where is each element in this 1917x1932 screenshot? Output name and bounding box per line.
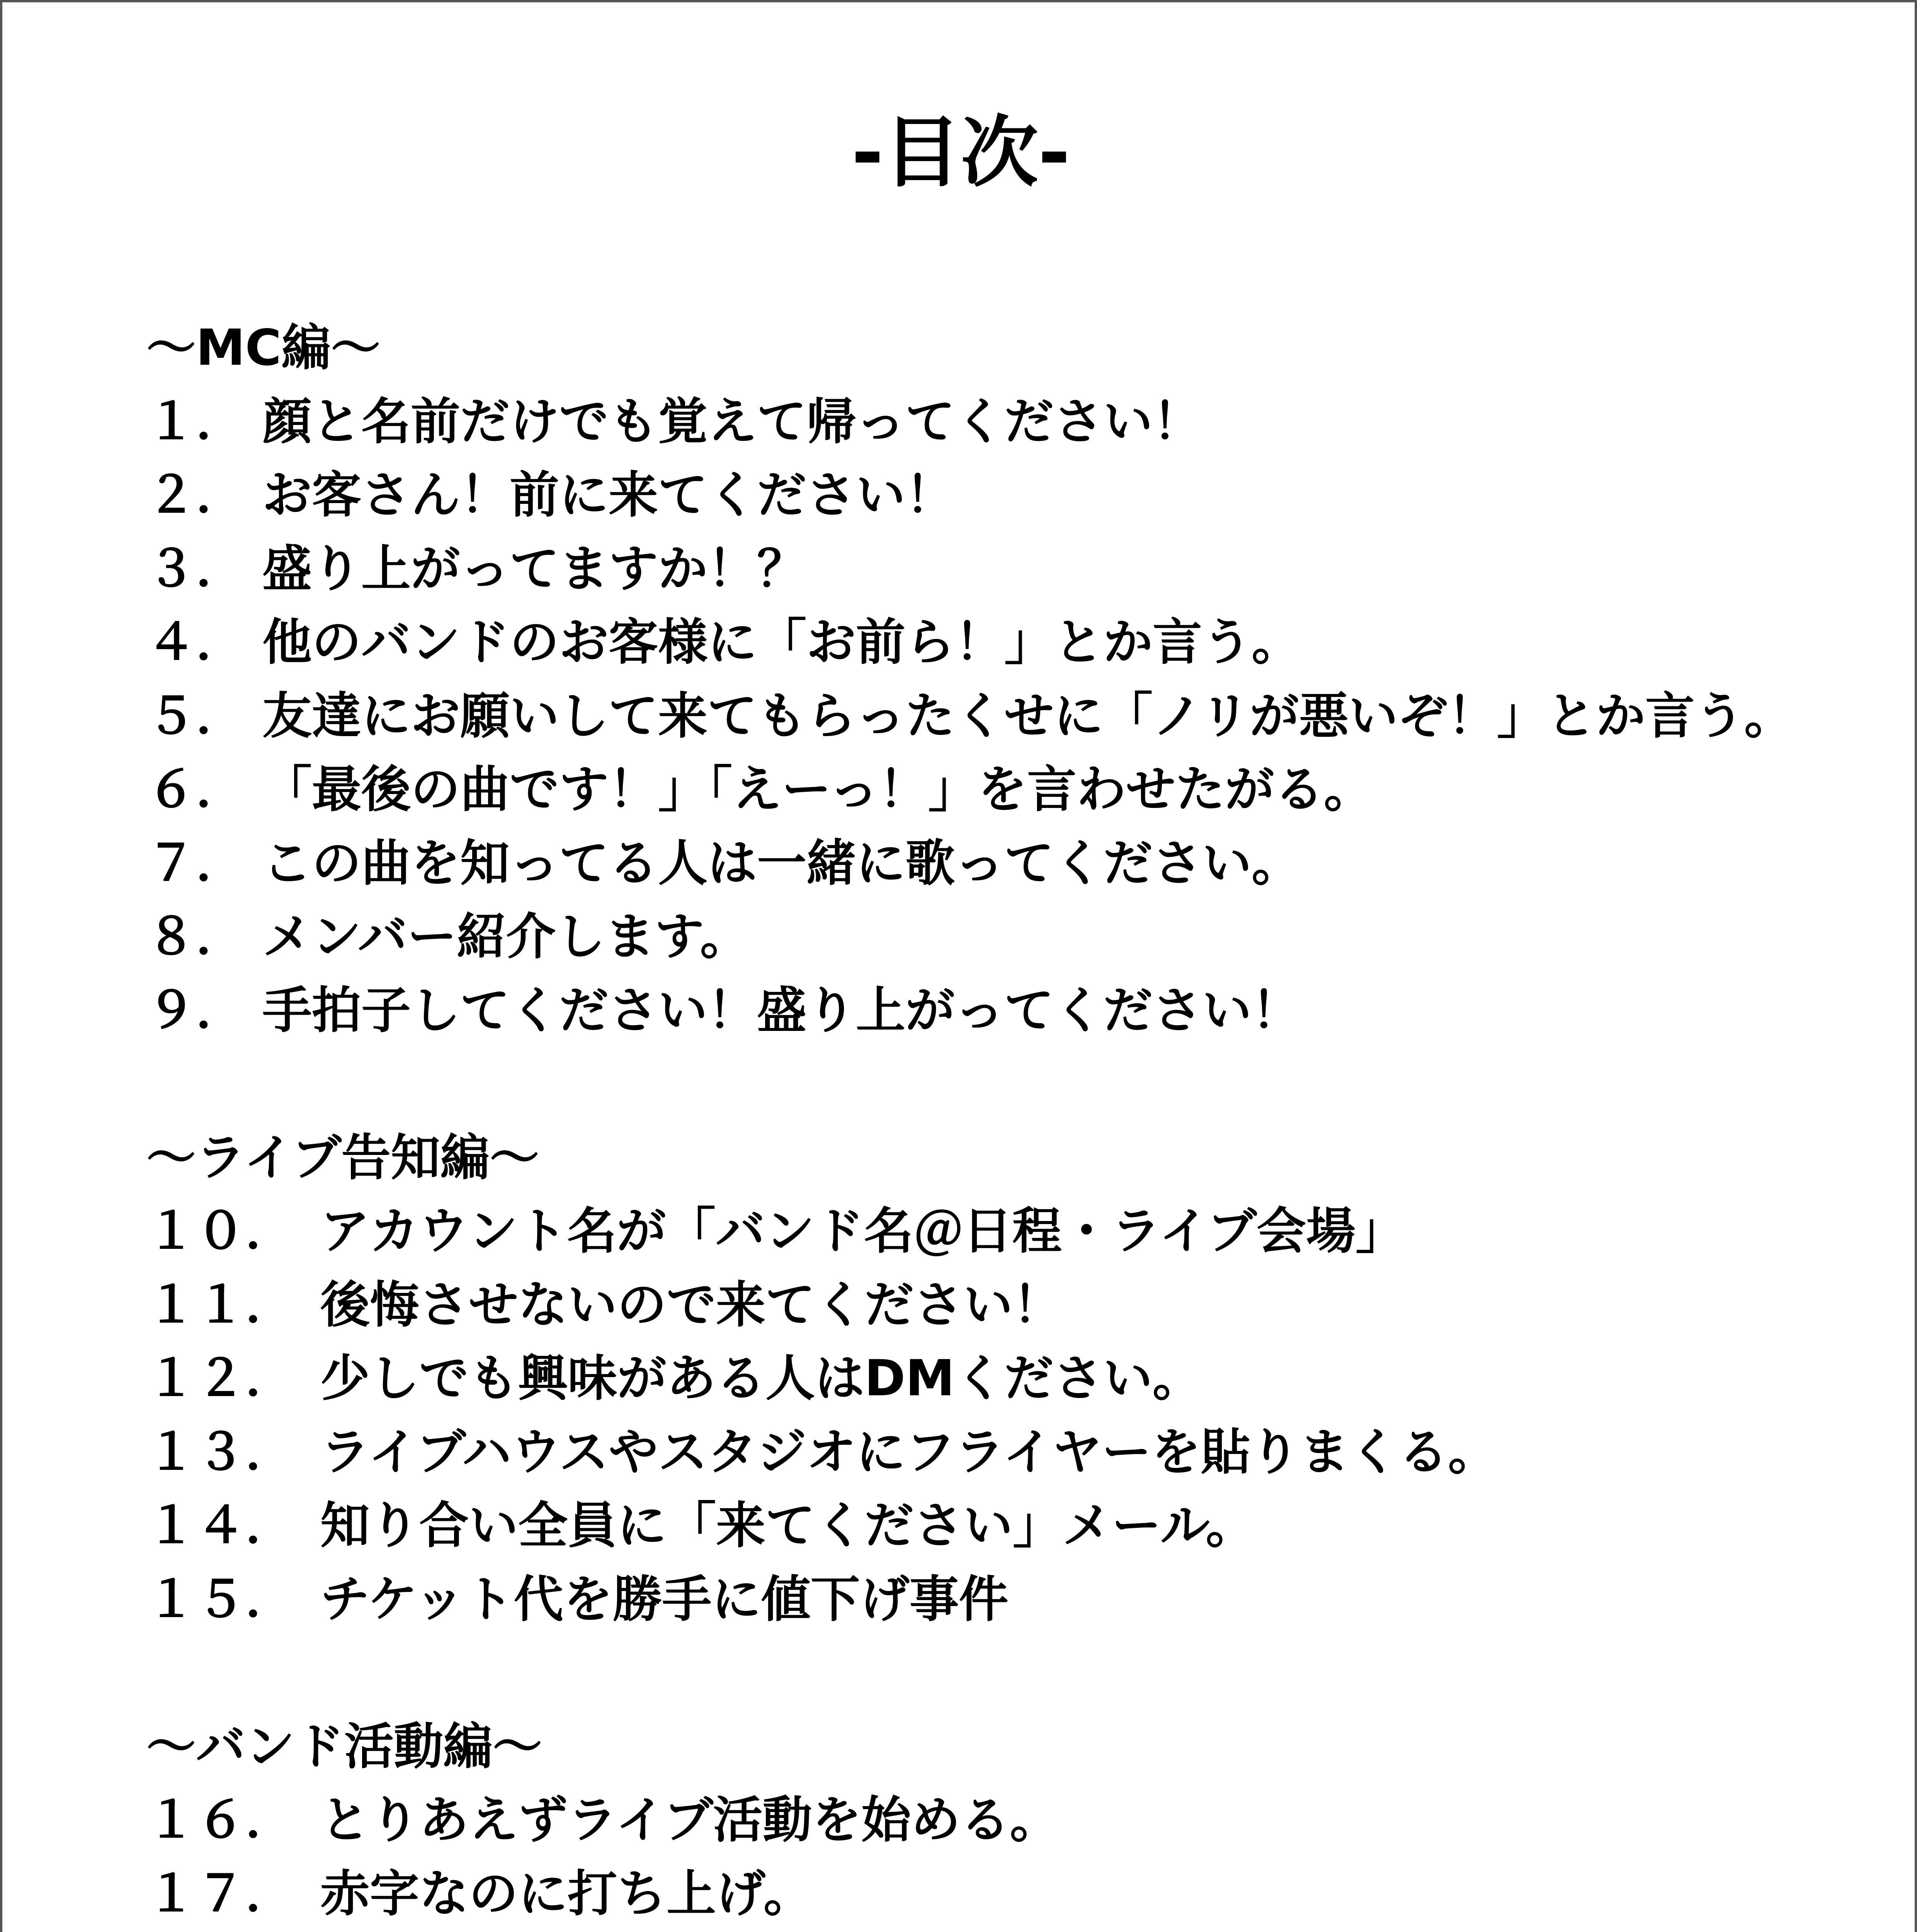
toc-entry — [146, 900, 1885, 974]
entry-title: この曲を知ってる人は一緒に歌ってください。 — [262, 834, 1301, 892]
entry-title: 少しでも興味がある人はDMください。 — [320, 1350, 1202, 1407]
entry-number: ７． — [146, 834, 246, 892]
toc-entry — [146, 827, 1885, 901]
entry-number: １３． — [146, 1423, 295, 1481]
entry-title: 手拍子してください！盛り上がってください！ — [262, 981, 1301, 1039]
entry-title: お客さん！前に来てください！ — [262, 466, 955, 524]
entry-title: ライブハウスやスタジオにフライヤーを貼りまくる。 — [320, 1423, 1498, 1481]
toc-entry — [146, 680, 1885, 753]
toc-entry — [146, 974, 1885, 1048]
entry-title: 知り合い全員に「来てください」メール。 — [320, 1497, 1255, 1554]
entry-title: 顔と名前だけでも覚えて帰ってください！ — [262, 393, 1203, 451]
toc-entry — [146, 753, 1885, 827]
entry-number: ５． — [146, 687, 246, 745]
entry-number: ３． — [146, 540, 246, 598]
entry-number: １． — [146, 393, 246, 451]
section-heading-band-activity: ～バンド活動編～ — [146, 1718, 543, 1776]
toc-entry — [146, 459, 1885, 532]
toc-entry — [146, 532, 1885, 606]
toc-entry — [146, 1269, 1885, 1342]
entry-title: 友達にお願いして来てもらったくせに「ノリが悪いぞ！」とか言う。 — [262, 687, 1794, 745]
toc-entry — [146, 385, 1885, 459]
entry-title: チケット代を勝手に値下げ事件 — [320, 1570, 1009, 1628]
toc-entry — [146, 1342, 1885, 1416]
page-title: -目次- — [851, 108, 1070, 198]
toc-entry — [146, 1195, 1885, 1269]
toc-entry — [146, 1416, 1885, 1490]
entry-number: ９． — [146, 981, 246, 1039]
entry-number: １４． — [146, 1497, 295, 1554]
entry-number: １０． — [146, 1202, 295, 1260]
toc-entry — [146, 606, 1885, 680]
entry-number: １７． — [146, 1865, 295, 1923]
entry-title: 赤字なのに打ち上げ。 — [320, 1865, 813, 1923]
section-spacer — [146, 1636, 1885, 1710]
entry-number: ８． — [146, 908, 246, 966]
entry-number: １５． — [146, 1570, 295, 1628]
entry-number: ４． — [146, 614, 246, 671]
entry-title: 他のバンドのお客様に「お前ら！」とか言う。 — [262, 614, 1301, 671]
entry-title: アカウント名が「バンド名＠日程・ライブ会場」 — [320, 1202, 1405, 1260]
entry-number: １２． — [146, 1350, 295, 1407]
section-spacer — [146, 1048, 1885, 1121]
entry-number: ２． — [146, 466, 246, 524]
toc-entry — [146, 1784, 1885, 1857]
toc-entry — [146, 1489, 1885, 1563]
entry-title: メンバー紹介します。 — [262, 908, 750, 966]
toc-entry — [146, 1857, 1885, 1931]
table-of-contents — [146, 311, 1885, 1932]
entry-title: とりあえずライブ活動を始める。 — [320, 1791, 1060, 1849]
section-heading-live-announcement: ～ライブ告知編～ — [146, 1129, 539, 1187]
section-heading-mc: ～MC編～ — [146, 319, 381, 377]
toc-entry — [146, 1563, 1885, 1637]
entry-number: １６． — [146, 1791, 295, 1849]
entry-title: 「最後の曲です！」「えーっ！」を言わせたがる。 — [262, 761, 1373, 818]
entry-title: 後悔させないので来てください！ — [320, 1276, 1063, 1334]
entry-number: ６． — [146, 761, 246, 818]
entry-title: 盛り上がってますか！？ — [262, 540, 807, 598]
entry-number: １１． — [146, 1276, 295, 1334]
